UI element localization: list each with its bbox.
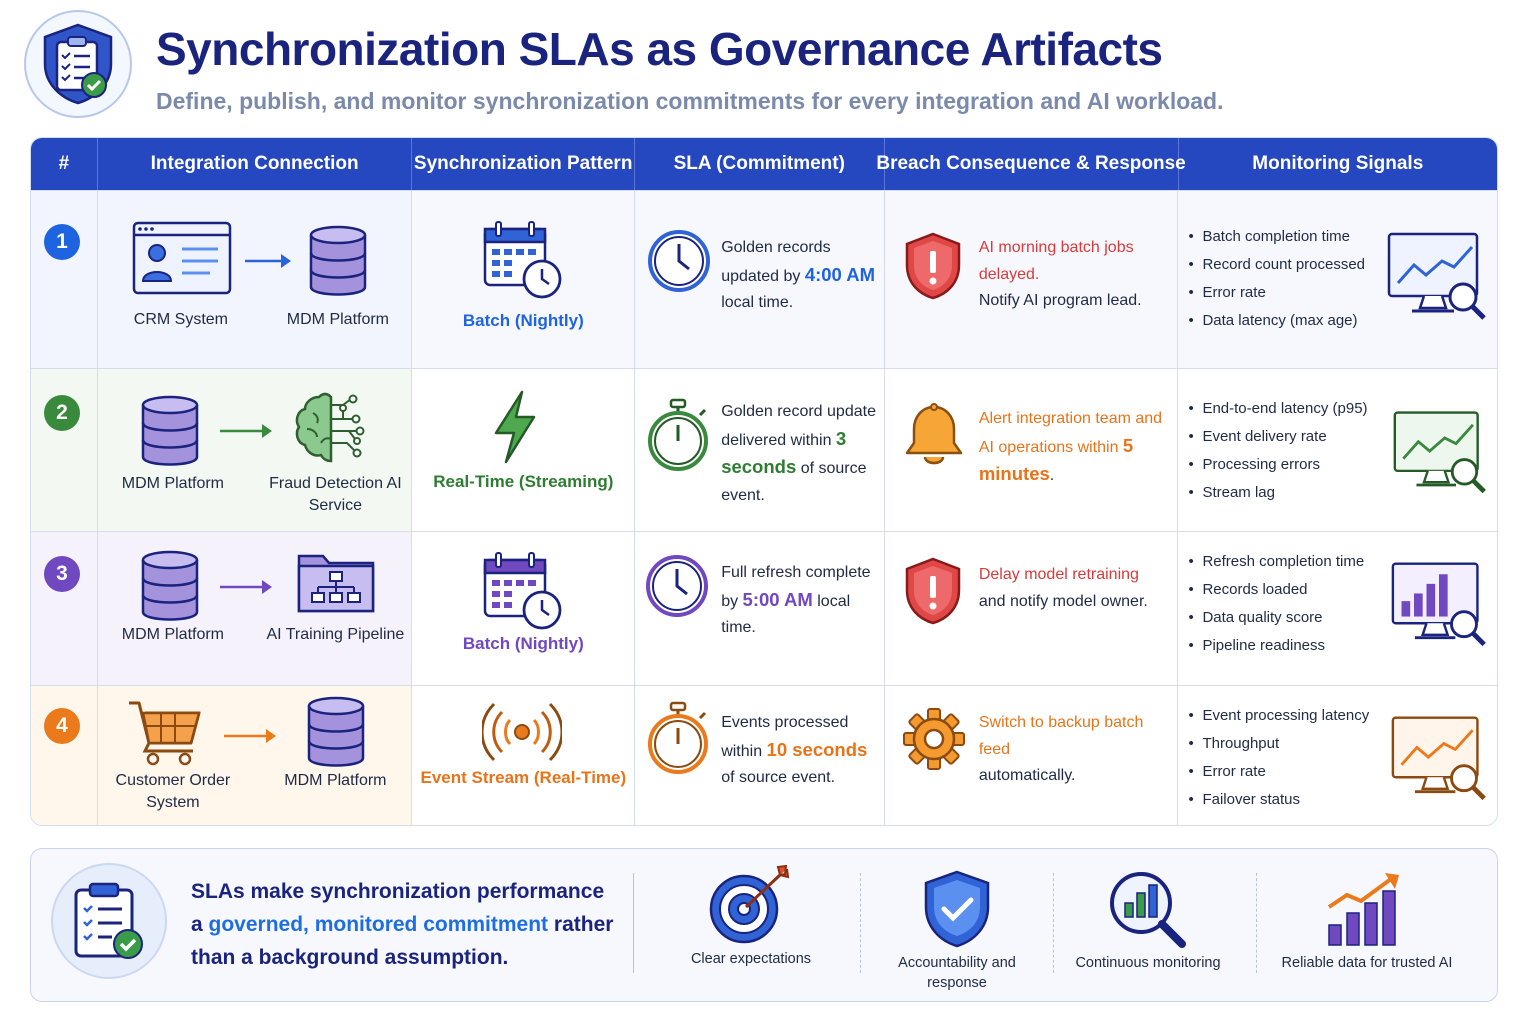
- shield-alert-icon: [903, 556, 963, 626]
- target-system-label: MDM Platform: [284, 772, 387, 789]
- stopwatch-icon: [645, 700, 711, 776]
- sla-commitment: [635, 686, 885, 825]
- divider: [1256, 873, 1257, 973]
- arrow-right-icon: [243, 251, 293, 271]
- bell-icon: [903, 403, 965, 471]
- database-icon: [140, 395, 200, 467]
- page-title: Synchronization SLAs as Governance Artifacts: [156, 23, 1163, 75]
- clock-icon: [647, 229, 711, 293]
- sla-commitment: [635, 369, 885, 531]
- source-system-label: MDM Platform: [121, 626, 225, 643]
- sync-pattern: [412, 191, 635, 368]
- magnifier-chart-icon: [1107, 869, 1189, 949]
- monitoring-signals: [1178, 191, 1497, 368]
- divider: [860, 873, 861, 973]
- monitoring-list: [1188, 702, 1369, 814]
- database-icon: [306, 696, 366, 768]
- sla-text: Full refresh complete by 5:00 AM local time.: [721, 564, 871, 636]
- benefit-label: Clear expectations: [690, 951, 812, 967]
- sla-text: Golden records updated by 4:00 AM local time.: [721, 239, 876, 311]
- shield-checklist-icon: [24, 10, 132, 118]
- monitor-bar-chart-icon: [1390, 560, 1488, 650]
- monitoring-list: [1188, 223, 1365, 335]
- col-header-breach: Breach Consequence & Response: [885, 138, 1179, 190]
- stopwatch-icon: [645, 397, 711, 473]
- monitor-line-chart-icon: [1386, 231, 1488, 323]
- monitoring-list: [1188, 548, 1364, 660]
- benefit-item: [867, 863, 1047, 993]
- breach-text: Alert integration team and AI operations within 5 minutes.: [978, 410, 1163, 484]
- summary-footer: [30, 848, 1498, 1002]
- monitor-line-chart-icon: [1392, 409, 1488, 497]
- target-system-label: Fraud Detection AI Service: [269, 475, 402, 514]
- page-header: [24, 10, 1514, 125]
- table-row: [31, 190, 1497, 368]
- breach-text: Switch to backup batch feed automatically.: [978, 714, 1144, 784]
- list-item: • Refresh completion time: [1188, 548, 1364, 576]
- col-header-monitoring: Monitoring Signals: [1252, 153, 1424, 174]
- folder-hierarchy-icon: [296, 548, 376, 616]
- breach-response: [885, 369, 1179, 531]
- list-item: • End-to-end latency (p95): [1188, 395, 1367, 423]
- table-header: [31, 138, 1497, 190]
- row-number-badge: 1: [44, 224, 80, 260]
- list-item: • Pipeline readiness: [1188, 632, 1364, 660]
- pattern-label: Real-Time (Streaming): [433, 472, 614, 491]
- shield-alert-icon: [903, 231, 963, 301]
- list-item: • Data quality score: [1188, 604, 1364, 632]
- benefit-item: [1277, 863, 1457, 973]
- list-item: • Event delivery rate: [1188, 423, 1367, 451]
- monitoring-signals: [1178, 532, 1497, 685]
- list-item: • Records loaded: [1188, 576, 1364, 604]
- sla-text: Golden record update delivered within 3 seconds of source event.: [721, 403, 876, 504]
- breach-response: [885, 532, 1179, 685]
- benefit-item: [661, 859, 841, 969]
- list-item: • Record count processed: [1188, 251, 1365, 279]
- database-icon: [308, 225, 368, 297]
- monitoring-signals: [1178, 369, 1497, 531]
- benefit-item: [1058, 863, 1238, 973]
- list-item: • Batch completion time: [1188, 223, 1365, 251]
- arrow-right-icon: [222, 726, 280, 746]
- sla-commitment: [635, 532, 885, 685]
- arrow-right-icon: [218, 577, 276, 597]
- benefit-label: Continuous monitoring: [1075, 955, 1221, 971]
- breach-text: Delay model retraining and notify model owner.: [978, 566, 1148, 610]
- list-item: • Failover status: [1188, 786, 1369, 814]
- breach-response: [885, 686, 1179, 825]
- row-number-badge: 4: [44, 708, 80, 744]
- col-header-pattern: Synchronization Pattern: [412, 138, 635, 190]
- shield-check-icon: [922, 869, 992, 949]
- sync-pattern: [412, 532, 635, 685]
- table-row: [31, 531, 1497, 685]
- calendar-clock-icon: [482, 550, 564, 632]
- col-header-integration: Integration Connection: [98, 138, 412, 190]
- sla-commitment: [635, 191, 885, 368]
- pattern-label: Batch (Nightly): [462, 311, 584, 330]
- benefit-label: Accountability and response: [898, 955, 1016, 991]
- ai-brain-icon: [293, 391, 373, 465]
- list-item: • Stream lag: [1188, 479, 1367, 507]
- list-item: • Processing errors: [1188, 451, 1367, 479]
- gear-icon: [903, 708, 965, 770]
- monitoring-signals: [1178, 686, 1497, 825]
- sla-table: [30, 137, 1498, 826]
- target-system-label: AI Training Pipeline: [266, 626, 405, 643]
- lightning-icon: [490, 389, 540, 465]
- list-item: • Error rate: [1188, 279, 1365, 307]
- table-row: [31, 368, 1497, 531]
- row-number-badge: 2: [44, 395, 80, 431]
- integration-connection: [98, 686, 413, 825]
- table-row: [31, 685, 1497, 825]
- source-system-label: MDM Platform: [121, 475, 225, 492]
- list-item: • Error rate: [1188, 758, 1369, 786]
- shopping-cart-icon: [126, 698, 202, 768]
- pattern-label: Event Stream (Real-Time): [420, 768, 627, 787]
- clock-icon: [645, 554, 709, 618]
- arrow-right-icon: [218, 421, 276, 441]
- col-header-number: #: [31, 138, 98, 190]
- list-item: • Throughput: [1188, 730, 1369, 758]
- integration-connection: [98, 532, 413, 685]
- broadcast-icon: [482, 700, 562, 764]
- growth-chart-icon: [1325, 869, 1409, 949]
- crm-window-icon: [132, 221, 232, 295]
- col-header-sla: SLA (Commitment): [635, 138, 885, 190]
- source-system-label: Customer Order System: [115, 772, 231, 811]
- database-icon: [140, 550, 200, 622]
- integration-connection: [98, 369, 413, 531]
- benefit-label: Reliable data for trusted AI: [1281, 955, 1453, 971]
- integration-connection: [98, 191, 413, 368]
- list-item: • Data latency (max age): [1188, 307, 1365, 335]
- target-system-label: MDM Platform: [286, 311, 390, 328]
- source-system-label: CRM System: [133, 311, 229, 328]
- pattern-label: Batch (Nightly): [462, 634, 584, 653]
- sync-pattern: [412, 686, 635, 825]
- breach-text: AI morning batch jobs delayed. Notify AI program lead.: [978, 239, 1142, 309]
- clipboard-check-icon: [51, 863, 167, 979]
- calendar-clock-icon: [482, 219, 564, 301]
- summary-statement: SLAs make synchronization performance a governed, monitored commitment rather than a background assumption.: [191, 880, 614, 969]
- divider: [1053, 873, 1054, 973]
- sync-pattern: [412, 369, 635, 531]
- breach-response: [885, 191, 1179, 368]
- divider: [633, 873, 634, 973]
- monitor-line-chart-icon: [1390, 714, 1488, 804]
- target-icon: [708, 865, 794, 945]
- sla-text: Events processed within 10 seconds of source event.: [721, 714, 868, 786]
- monitoring-list: [1188, 395, 1367, 507]
- list-item: • Event processing latency: [1188, 702, 1369, 730]
- row-number-badge: 3: [44, 556, 80, 592]
- page-subtitle: Define, publish, and monitor synchronization commitments for every integration and AI workload.: [156, 88, 1224, 114]
